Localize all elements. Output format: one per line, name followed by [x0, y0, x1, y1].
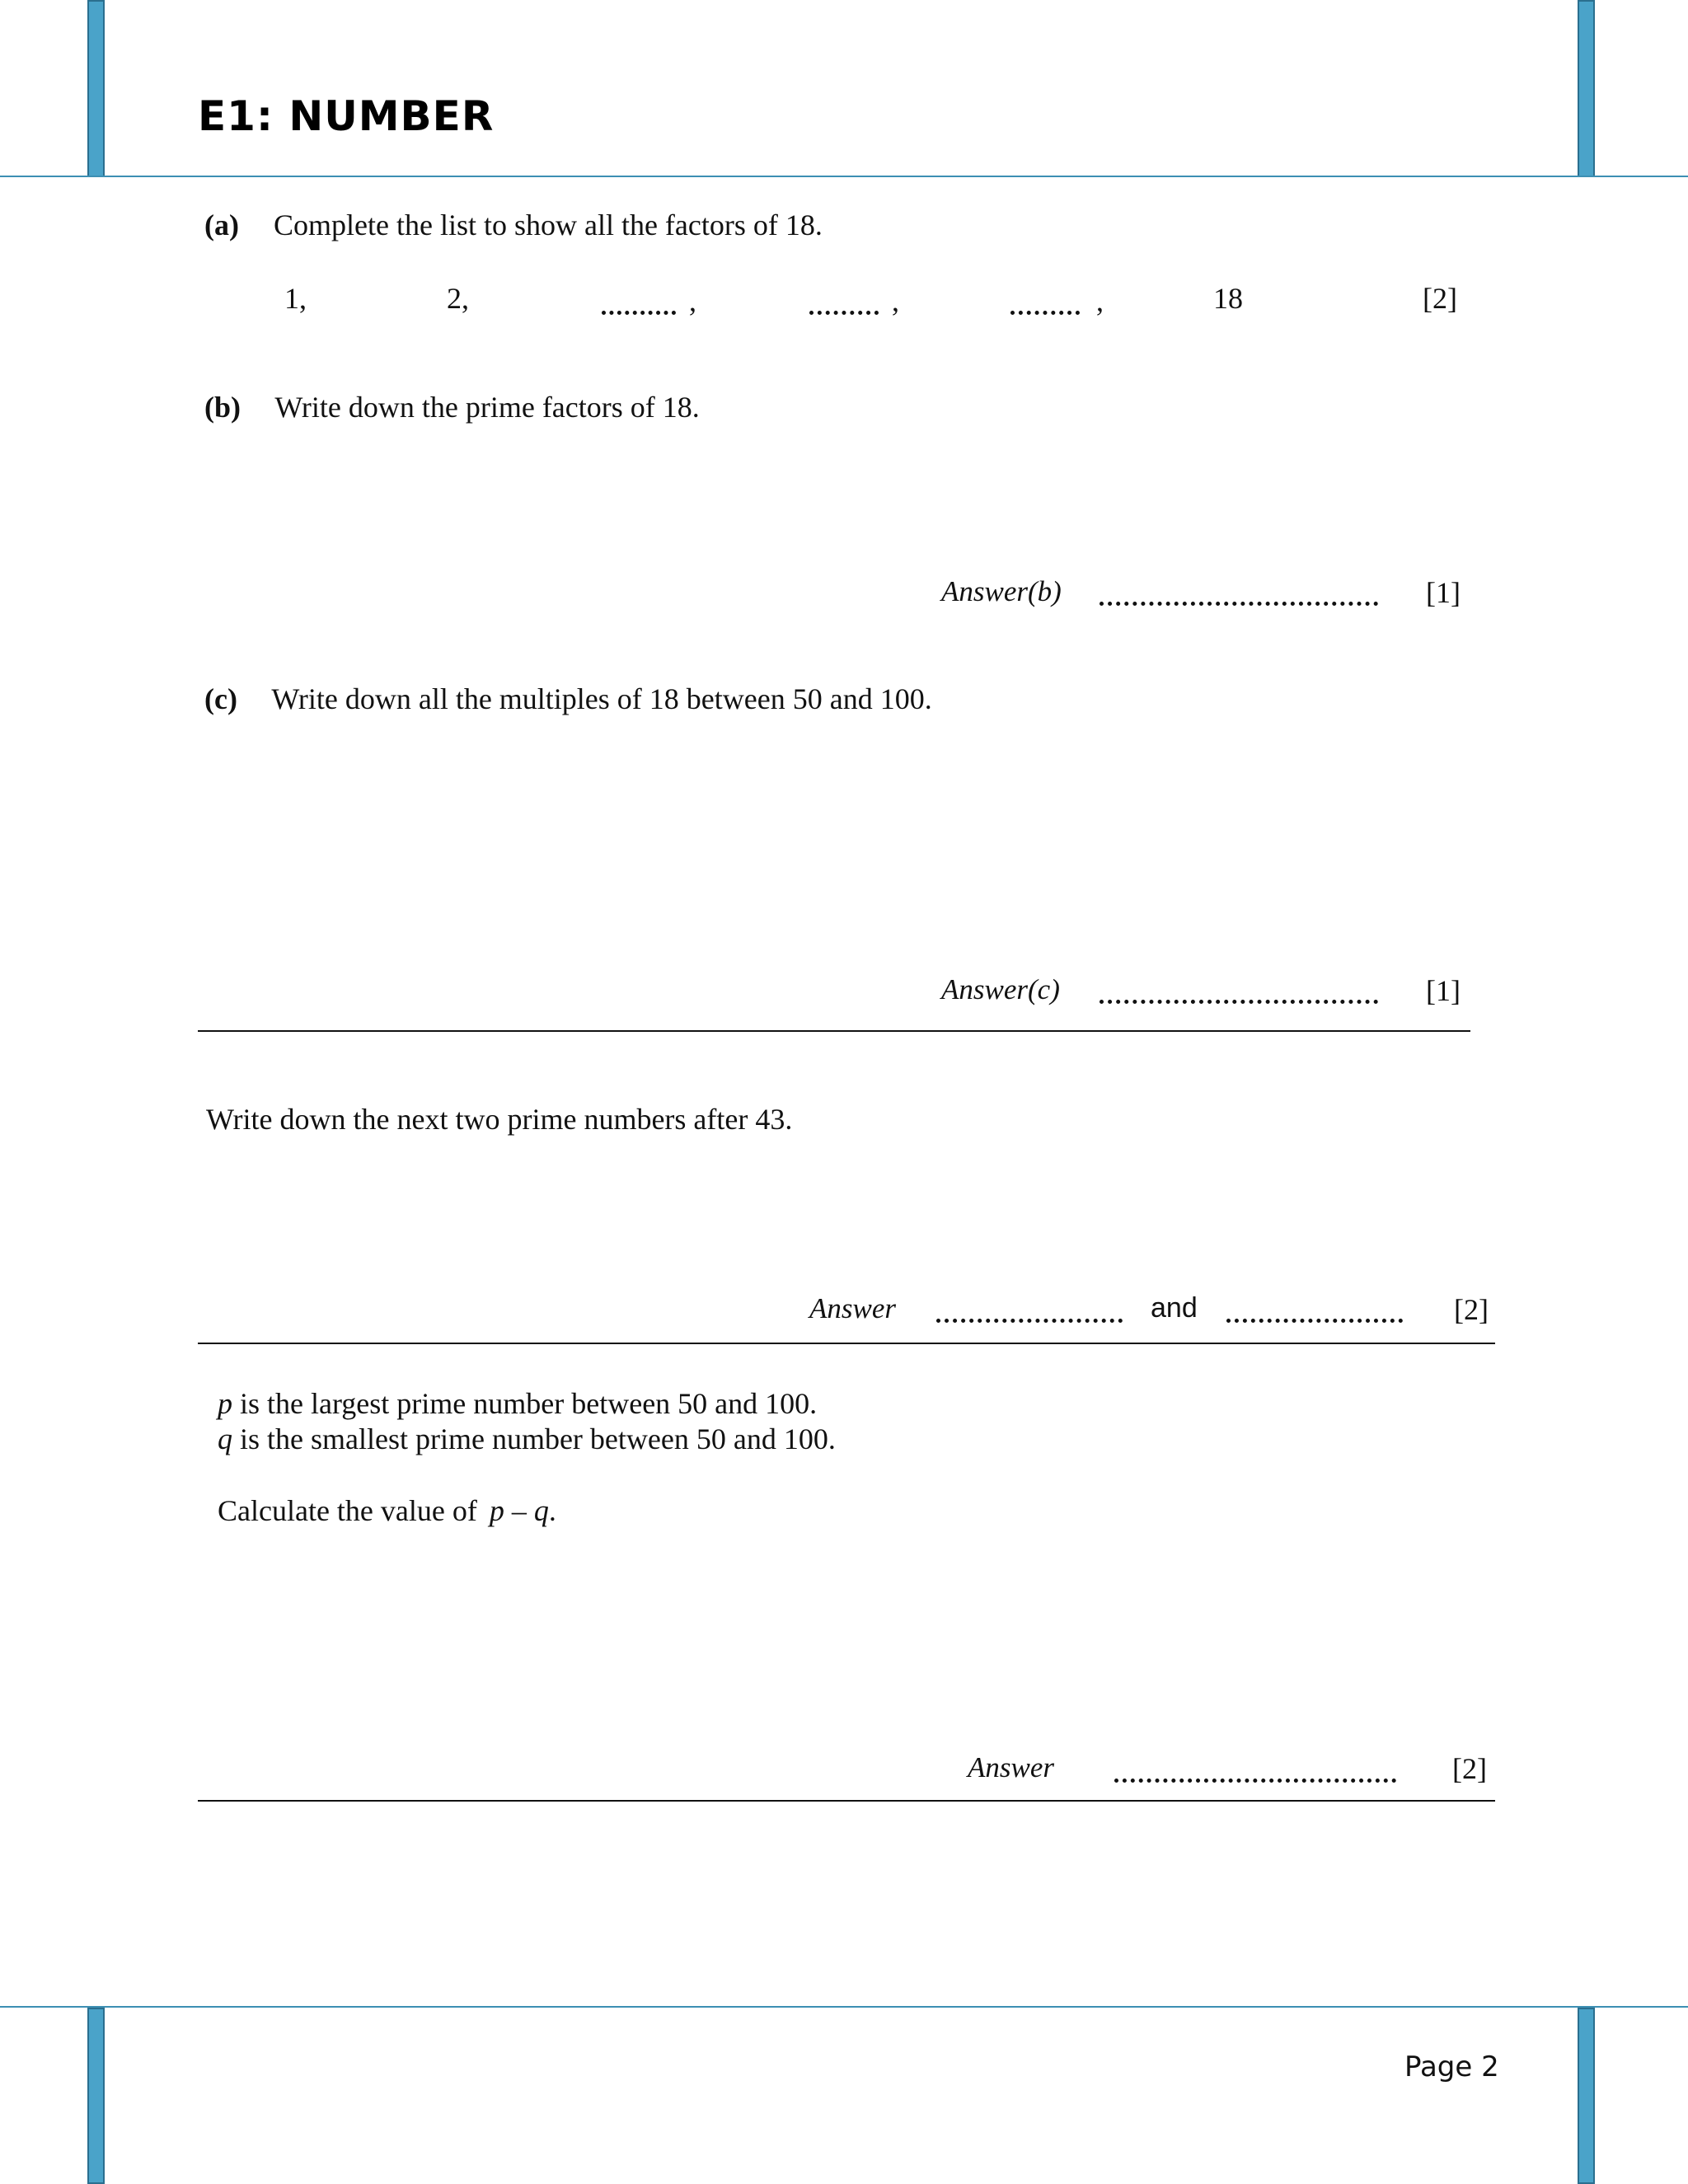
factor-blank-1[interactable]: [602, 311, 676, 315]
factor-blank-2[interactable]: [809, 311, 879, 315]
q3-var-q: q: [218, 1422, 232, 1455]
q3-calc: [218, 1493, 556, 1528]
q1b-marks: [1]: [1426, 576, 1461, 609]
separator-3: [198, 1800, 1495, 1802]
q2-marks: [2]: [1454, 1293, 1489, 1326]
q1b-answer-label: Answer(b): [941, 575, 1062, 607]
page-title: E1: NUMBER: [198, 92, 495, 140]
q3-line-1: [218, 1386, 817, 1421]
q1c-marks: [1]: [1426, 974, 1461, 1007]
q3-line-2: [218, 1422, 836, 1456]
q1b-text: [204, 390, 700, 424]
q3-answer-line[interactable]: [1114, 1779, 1396, 1783]
factor-1: 1,: [284, 282, 307, 315]
q3-marks: [2]: [1452, 1752, 1487, 1785]
q1c-label: (c): [204, 682, 237, 715]
q1a-label: (a): [204, 209, 239, 241]
q1c-answer-label: Answer(c): [941, 973, 1060, 1005]
frame-bar-bottom-right: [1578, 2008, 1595, 2184]
q1b-answer-line[interactable]: [1100, 602, 1378, 606]
q1c-answer-line[interactable]: [1100, 1000, 1378, 1004]
q3-calc-end: .: [548, 1494, 556, 1527]
q3-calc-text: Calculate the value of: [218, 1494, 485, 1527]
q2-question: Write down the next two prime numbers after 43.: [206, 1103, 793, 1136]
header-rule: [0, 176, 1688, 177]
factor-blank-3[interactable]: [1010, 311, 1080, 315]
factor-2: 2,: [447, 282, 469, 315]
factor-comma-2: ,: [892, 284, 899, 317]
q1a-text: [204, 208, 823, 242]
q1c-text: [204, 682, 932, 716]
q3-calc-expression: p – q: [489, 1494, 549, 1527]
separator-2: [198, 1343, 1495, 1344]
q1a-question: Complete the list to show all the factors of 18.: [273, 209, 823, 241]
frame-bar-top-left: [87, 0, 105, 177]
separator-1: [198, 1030, 1470, 1032]
factor-comma-1: ,: [689, 284, 696, 317]
frame-bar-bottom-left: [87, 2008, 105, 2184]
q2-and: and: [1151, 1292, 1198, 1324]
footer-rule: [0, 2006, 1688, 2008]
q2-answer-line-2[interactable]: [1226, 1319, 1403, 1323]
q1c-question: Write down all the multiples of 18 between 50 and 100.: [271, 682, 932, 715]
q1b-label: (b): [204, 391, 241, 424]
factor-18: 18: [1213, 282, 1243, 315]
q3-line-1-text: is the largest prime number between 50 and 100.: [232, 1387, 818, 1420]
q3-var-p: p: [218, 1387, 232, 1420]
q3-line-2-text: is the smallest prime number between 50 and 100.: [232, 1422, 836, 1455]
q3-answer-label: Answer: [968, 1751, 1054, 1783]
frame-bar-top-right: [1578, 0, 1595, 177]
q1b-question: Write down the prime factors of 18.: [274, 391, 700, 424]
q2-answer-line-1[interactable]: [936, 1319, 1123, 1323]
q2-answer-label: Answer: [809, 1292, 896, 1324]
page-number: Page 2: [1404, 2050, 1499, 2083]
q1a-marks: [2]: [1423, 282, 1457, 315]
factor-comma-3: ,: [1096, 284, 1104, 317]
